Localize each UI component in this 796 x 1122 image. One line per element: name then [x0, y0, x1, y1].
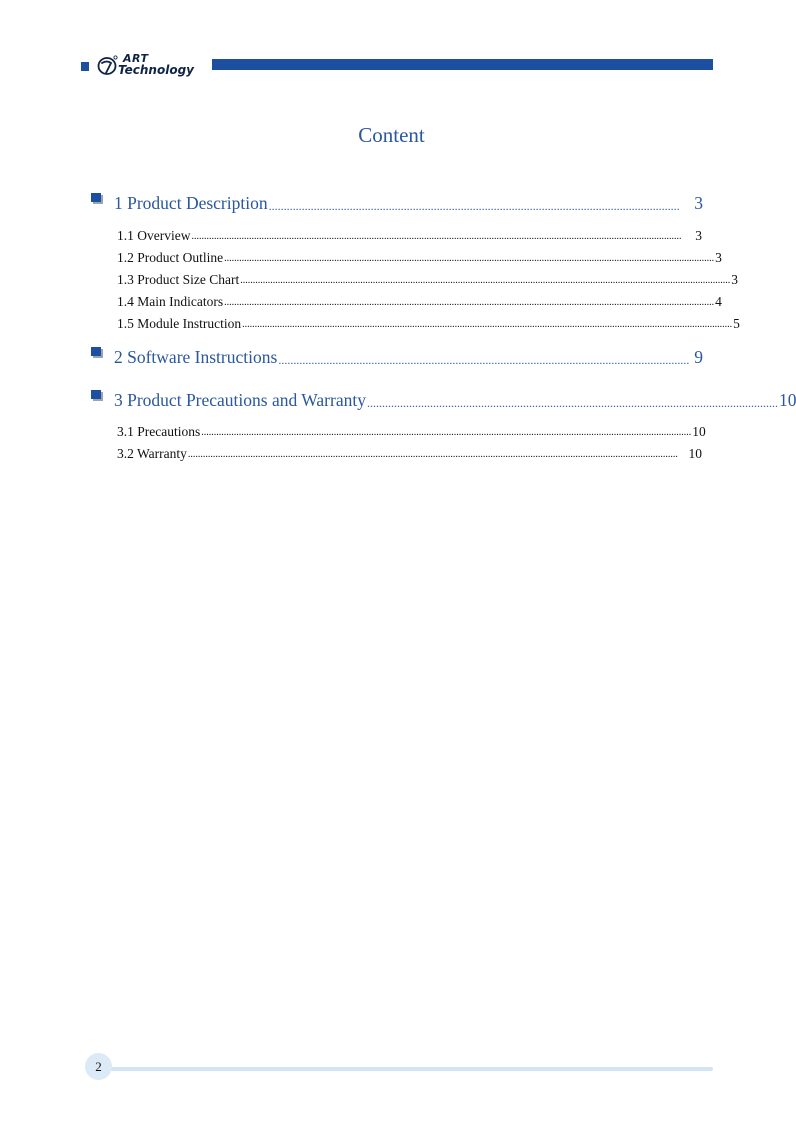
toc-entry-3-1[interactable]	[117, 422, 706, 439]
toc-entry-page: 4	[715, 293, 722, 309]
page-number-badge	[85, 1053, 112, 1080]
brand-name	[118, 50, 210, 78]
toc-entry-label: 1.3 Product Size Chart	[117, 271, 240, 287]
toc-leader-dots: ....................................................................................................................................................................................................	[240, 275, 731, 286]
toc-entry-1-2[interactable]	[117, 248, 722, 265]
page-title: Content	[358, 123, 425, 147]
toc-leader-dots: ....................................................................................................................................................................................................	[191, 231, 682, 242]
brand-name-line2: Technology	[118, 63, 194, 77]
toc-bullet-icon	[91, 347, 104, 359]
header-square-marker	[81, 62, 89, 71]
toc-entry-page: 3	[731, 271, 738, 287]
toc-entry-label: 1.1 Overview	[117, 227, 191, 243]
toc-entry-label: 3.1 Precautions	[117, 423, 201, 439]
toc-entry-3-2[interactable]	[117, 444, 702, 460]
toc-entry-1[interactable]	[114, 190, 703, 212]
toc-entry-1-3[interactable]	[117, 270, 738, 287]
toc-entry-2[interactable]	[114, 344, 703, 366]
toc-entry-label: 1.5 Module Instruction	[117, 315, 242, 331]
toc-entry-1-4[interactable]	[117, 292, 722, 309]
toc-entry-1-1[interactable]	[117, 226, 702, 242]
brand-name-line1: ART	[123, 52, 149, 65]
toc-entry-3[interactable]	[114, 387, 796, 410]
toc-entry-page: 10	[692, 423, 706, 439]
header-bar	[212, 59, 713, 70]
toc-leader-dots: ....................................................................................................................................................................................................	[187, 449, 678, 460]
toc-leader-dots: ....................................................................................................................................................................................................	[242, 319, 733, 330]
page-number: 2	[95, 1058, 102, 1074]
toc-entry-label: 1.2 Product Outline	[117, 249, 224, 265]
toc-entry-page: 10	[688, 445, 702, 461]
toc-entry-label: 3.2 Warranty	[117, 445, 187, 461]
toc-entry-page: 10	[778, 389, 796, 410]
brand-logo	[96, 50, 208, 78]
toc-leader-dots: ....................................................................................................................................................................................................	[201, 427, 692, 438]
toc-leader-dots: .........................................................................................................................................	[268, 199, 680, 213]
toc-bullet-icon	[91, 390, 104, 402]
toc-entry-page: 3	[695, 227, 702, 243]
toc-entry-page: 9	[694, 346, 703, 367]
toc-entry-page: 3	[694, 192, 703, 213]
toc-leader-dots: ....................................................................................................................................................................................................	[224, 297, 715, 308]
toc-bullet-icon	[91, 193, 104, 205]
toc-entry-page: 5	[733, 315, 740, 331]
toc-entry-label: 2 Software Instructions	[114, 346, 278, 367]
toc-entry-label: 1 Product Description	[114, 192, 268, 213]
toc-entry-label: 3 Product Precautions and Warranty	[114, 389, 366, 410]
toc-entry-label: 1.4 Main Indicators	[117, 293, 224, 309]
logo-emblem-icon	[96, 54, 118, 76]
toc-entry-page: 3	[715, 249, 722, 265]
footer-line	[104, 1067, 713, 1071]
toc-leader-dots: .........................................................................................................................................	[278, 353, 690, 367]
toc-leader-dots: .........................................................................................................................................	[366, 396, 778, 410]
toc-leader-dots: ....................................................................................................................................................................................................	[224, 253, 715, 264]
toc-entry-1-5[interactable]	[117, 314, 740, 331]
